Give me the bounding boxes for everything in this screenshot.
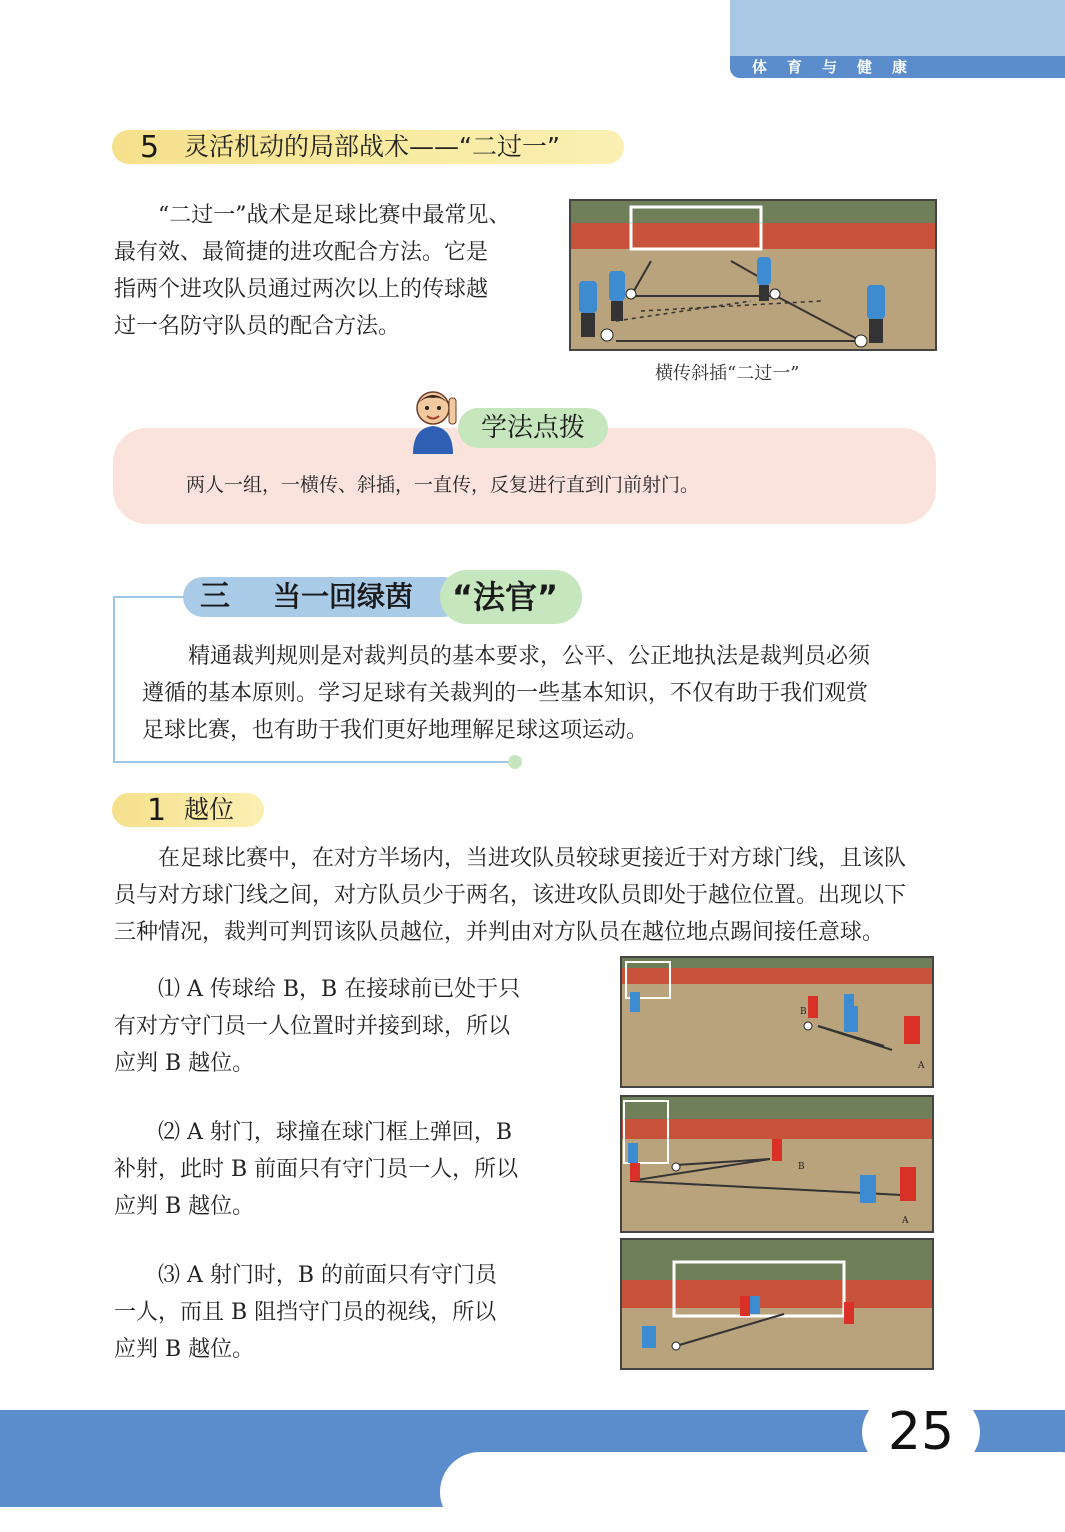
- offside-case-3-photo: [620, 1238, 934, 1370]
- two-pass-drill-photo: [569, 199, 937, 351]
- offside-case-3: [114, 1257, 554, 1368]
- paragraph-line: 应判 B 越位。: [114, 1337, 255, 1362]
- section-3-title: 当一回绿茵: [273, 580, 414, 613]
- player-a-label: A: [902, 1216, 909, 1226]
- book-title: 体育与健康: [752, 58, 928, 76]
- paragraph-line: 应判 B 越位。: [114, 1194, 255, 1219]
- offside-case-1-photo: [620, 956, 934, 1088]
- section-frame-line: [113, 596, 193, 598]
- offside-paragraph: [114, 840, 944, 951]
- offside-title: 越位: [184, 795, 235, 824]
- section-3-title-highlight: “法官”: [452, 578, 559, 616]
- offside-case-1: [114, 971, 554, 1082]
- paragraph-line: 指两个进攻队员通过两次以上的传球越: [114, 277, 489, 302]
- page-number: 25: [887, 1402, 955, 1462]
- offside-case-2: [114, 1114, 554, 1225]
- section-3-number: 三: [200, 579, 230, 614]
- section-5-title: 灵活机动的局部战术——“二过一”: [184, 132, 560, 161]
- section-frame-dot: [508, 755, 522, 769]
- player-b-label: B: [798, 1162, 805, 1172]
- paragraph-line: 有对方守门员一人位置时并接到球，所以: [114, 1014, 511, 1039]
- two-pass-drill-illustration: [571, 201, 935, 349]
- paragraph-line: 员与对方球门线之间，对方队员少于两名，该进攻队员即处于越位位置。出现以下: [114, 883, 907, 908]
- paragraph-line: 一人，而且 B 阻挡守门员的视线，所以: [114, 1300, 497, 1325]
- section-3-paragraph: [142, 638, 942, 749]
- paragraph-line: 过一名防守队员的配合方法。: [114, 314, 401, 339]
- paragraph-line: ⑴ A 传球给 B，B 在接球前已处于只: [158, 977, 521, 1002]
- learning-tip-title: 学法点拨: [481, 413, 586, 443]
- paragraph-line: 精通裁判规则是对裁判员的基本要求，公平、公正地执法是裁判员必须: [188, 644, 871, 669]
- player-a-label: A: [918, 1061, 925, 1071]
- paragraph-line: 最有效、最简捷的进攻配合方法。它是: [114, 240, 489, 265]
- paragraph-line: “二过一”战术是足球比赛中最常见、: [158, 203, 511, 228]
- section-frame-line: [113, 761, 513, 763]
- paragraph-line: 遵循的基本原则。学习足球有关裁判的一些基本知识，不仅有助于我们观赏: [142, 681, 869, 706]
- header-band: [730, 0, 1065, 56]
- section-5-number: 5: [140, 130, 160, 165]
- offside-case-2-photo: [620, 1095, 934, 1233]
- paragraph-line: 补射，此时 B 前面只有守门员一人，所以: [114, 1157, 519, 1182]
- paragraph-line: ⑶ A 射门时，B 的前面只有守门员: [158, 1263, 498, 1288]
- section-5-paragraph: [114, 197, 554, 345]
- student-cartoon: [405, 388, 463, 454]
- photo-caption: 横传斜插“二过一”: [655, 363, 800, 384]
- learning-tip-text: 两人一组，一横传、斜插，一直传，反复进行直到门前射门。: [186, 474, 700, 496]
- player-b-label: B: [800, 1007, 807, 1017]
- section-frame-line: [113, 596, 115, 761]
- paragraph-line: 三种情况，裁判可判罚该队员越位，并判由对方队员在越位地点踢间接任意球。: [114, 920, 885, 945]
- paragraph-line: 在足球比赛中，在对方半场内，当进攻队员较球更接近于对方球门线，且该队: [158, 846, 907, 871]
- paragraph-line: ⑵ A 射门，球撞在球门框上弹回，B: [158, 1120, 513, 1145]
- offside-number: 1: [147, 793, 167, 828]
- paragraph-line: 足球比赛，也有助于我们更好地理解足球这项运动。: [142, 718, 649, 743]
- paragraph-line: 应判 B 越位。: [114, 1051, 255, 1076]
